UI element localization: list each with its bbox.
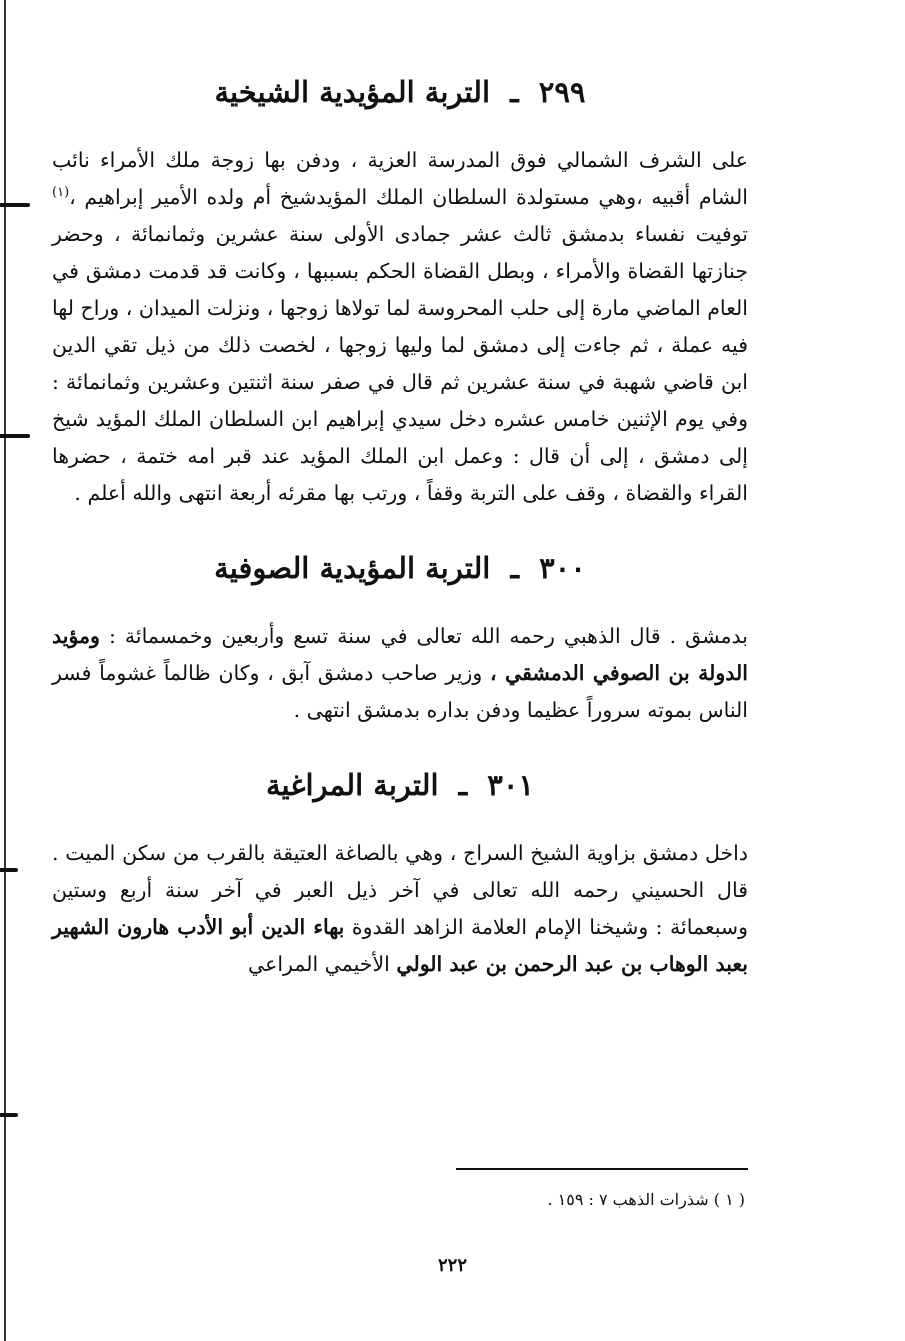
paragraph-bold-name: بهاء الدين أبو الأدب هارون الشهير بعبد الوهاب بن عبد الرحمن بن عبد الولي <box>52 915 748 976</box>
page-content <box>52 60 748 983</box>
section-number: ٣٠٠ <box>539 551 586 585</box>
margin-mark <box>0 1113 18 1117</box>
heading-dash: ـ <box>510 75 519 109</box>
paragraph-text-continued: وزير صاحب دمشق آبق ، وكان ظالماً غشوماً فسر الناس بموته سروراً عظيما ودفن بداره بدمشق انتهى . <box>52 661 748 722</box>
section-number: ٢٩٩ <box>538 75 586 109</box>
section-heading <box>52 74 748 110</box>
section-heading <box>52 550 748 586</box>
margin-mark <box>0 203 30 207</box>
section-paragraph <box>52 618 748 729</box>
section-paragraph <box>52 142 748 512</box>
margin-mark <box>0 434 30 438</box>
section-number: ٣٠١ <box>487 768 534 802</box>
heading-dash: ـ <box>510 551 519 585</box>
section-title: التربة المراغية <box>266 768 439 802</box>
page-number: ٢٢٢ <box>437 1255 467 1276</box>
footnote: ( ١ ) شذرات الذهب ٧ : ١٥٩ . <box>547 1190 745 1209</box>
section-paragraph <box>52 835 748 983</box>
footnote-divider <box>456 1168 748 1170</box>
section-heading <box>52 767 748 803</box>
paragraph-text: على الشرف الشمالي فوق المدرسة العزية ، ودفن بها زوجة ملك الأمراء نائب الشام أقبيه ،وهي مستولدة السلطان الملك المؤيدشيخ أم ولده الأمير إبراهيم ، <box>52 148 748 209</box>
section-title: التربة المؤيدية الصوفية <box>214 551 491 585</box>
paragraph-text: بدمشق . قال الذهبي رحمه الله تعالى في سنة تسع وأربعين وخمسمائة : <box>99 624 748 648</box>
paragraph-text-continued: توفيت نفساء بدمشق ثالث عشر جمادى الأولى سنة عشرين وثمانمائة ، وحضر جنازتها القضاة والأمراء ، وبطل القضاة الحكم بسببها ، وكانت قد قدمت دمشق في العام الماضي مارة إلى حلب المحروسة لما تولاها زوجها ، ونزلت الميدان ، وراح لها فيه عملة ، ثم جاءت إلى دمشق لما وليها زوجها ، لخصت ذلك من ذيل تقي الدين ابن قاضي شهبة في سنة عشرين ثم قال في صفر سنة اثنتين وعشرين وثمانمائة : وفي يوم الإثنين خامس عشره دخل سيدي إبراهيم ابن السلطان الملك المؤيد شيخ إلى دمشق ، إلى أن قال : وعمل ابن الملك المؤيد عند قبر امه ختمة ، حضرها القراء والقضاة ، وقف على التربة وقفاً ، ورتب بها مقرئه أربعة انتهى والله أعلم . <box>52 222 748 505</box>
section-title: التربة المؤيدية الشيخية <box>214 75 491 109</box>
paragraph-text: داخل دمشق بزاوية الشيخ السراج ، وهي بالصاغة العتيقة بالقرب من سكن الميت . قال الحسيني رحمه الله تعالى في آخر ذيل العبر في آخر سنة أربع وستين وسبعمائة : وشيخنا الإمام العلامة الزاهد القدوة <box>52 841 749 939</box>
paragraph-bold-name: ومؤيد الدولة بن الصوفي الدمشقي ، <box>52 624 748 685</box>
margin-mark <box>0 868 18 872</box>
page-edge-line <box>4 0 6 1341</box>
heading-dash: ـ <box>458 768 468 802</box>
paragraph-text-continued: الأخيمي المراعي <box>248 952 397 976</box>
footnote-marker[interactable]: (١) <box>52 185 70 201</box>
